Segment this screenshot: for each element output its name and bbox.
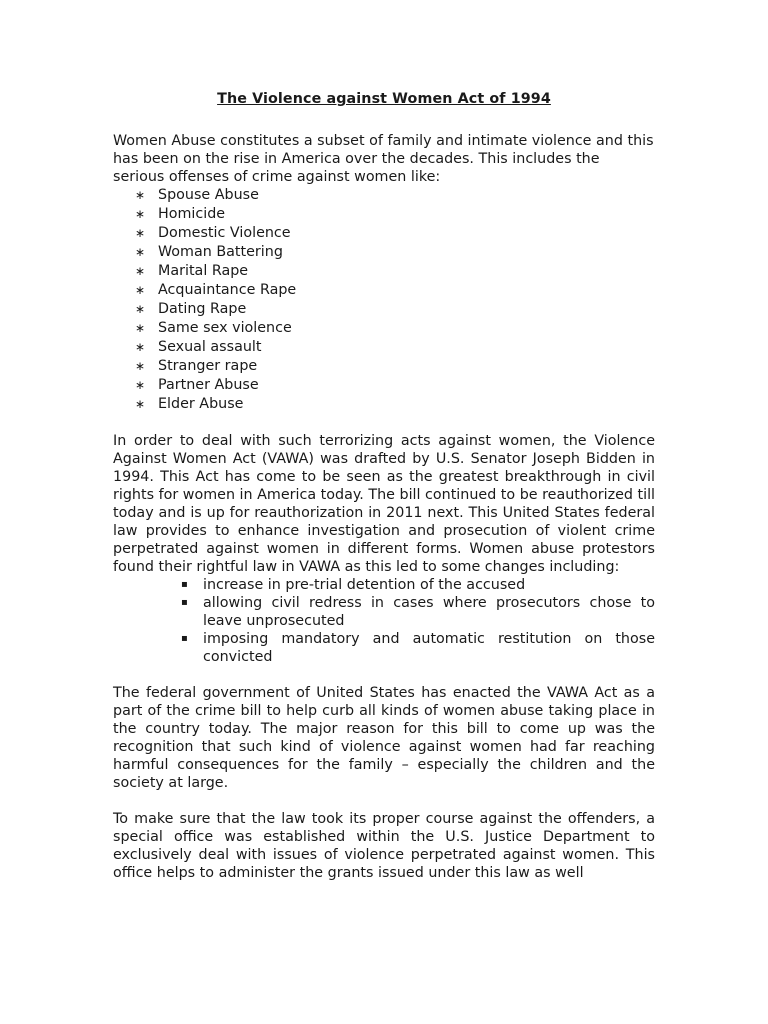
- list-item: ▪ allowing civil redress in cases where prosecutors chose to leave unprosecuted: [181, 595, 655, 629]
- list-item: ∗ Elder Abuse: [135, 396, 244, 412]
- asterisk-bullet-icon: ∗: [135, 245, 146, 259]
- asterisk-bullet-icon: ∗: [135, 188, 146, 202]
- list-item: ∗ Spouse Abuse: [135, 187, 259, 203]
- asterisk-bullet-icon: ∗: [135, 378, 146, 392]
- list-item: ∗ Woman Battering: [135, 244, 283, 260]
- offense-list: [113, 186, 655, 414]
- square-bullet-icon: ▪: [181, 597, 188, 608]
- changes-list: [179, 576, 655, 666]
- asterisk-bullet-icon: ∗: [135, 302, 146, 316]
- list-item: ∗ Dating Rape: [135, 301, 247, 317]
- list-item: ∗ Stranger rape: [135, 358, 258, 374]
- asterisk-bullet-icon: ∗: [135, 283, 146, 297]
- vawa-paragraph: In order to deal with such terrorizing acts against women, the Violence Against Women Act (VAWA) was drafted by U.S. Senator Joseph Bidden in 1994. This Act has come to be seen as the greatest breakthrough in civil rights for women in America today. The bill continued to be reauthorized till today and is up for reauthorization in 2011 next. This United States federal law provides to enhance investigation and prosecution of violent crime perpetrated against women in different forms. Women abuse protestors found their rightful law in VAWA as this led to some changes including:: [113, 433, 656, 575]
- federal-government-paragraph: The federal government of United States has enacted the VAWA Act as a part of the crime bill to help curb all kinds of women abuse taking place in the country today. The major reason for this bill to come up was the recognition that such kind of violence against women had far reaching harmful consequences for the family – especially the children and the society at large.: [113, 685, 655, 791]
- list-item: ∗ Same sex violence: [135, 320, 292, 336]
- asterisk-bullet-icon: ∗: [135, 264, 146, 278]
- document-title: The Violence against Women Act of 1994: [217, 91, 551, 107]
- asterisk-bullet-icon: ∗: [135, 226, 146, 240]
- document-page: [113, 90, 655, 882]
- square-bullet-icon: ▪: [181, 579, 188, 590]
- list-item: ∗ Homicide: [135, 206, 226, 222]
- intro-paragraph: Women Abuse constitutes a subset of family and intimate violence and this has been on the rise in America over the decades. This includes the serious offenses of crime against women like:: [113, 133, 654, 185]
- list-item: ▪ imposing mandatory and automatic restitution on those convicted: [181, 631, 655, 665]
- list-item: ∗ Domestic Violence: [135, 225, 291, 241]
- list-item: ∗ Acquaintance Rape: [135, 282, 297, 298]
- asterisk-bullet-icon: ∗: [135, 359, 146, 373]
- asterisk-bullet-icon: ∗: [135, 207, 146, 221]
- asterisk-bullet-icon: ∗: [135, 321, 146, 335]
- list-item: ∗ Marital Rape: [135, 263, 249, 279]
- list-item: ∗ Partner Abuse: [135, 377, 259, 393]
- square-bullet-icon: ▪: [181, 633, 188, 644]
- asterisk-bullet-icon: ∗: [135, 340, 146, 354]
- justice-department-paragraph: To make sure that the law took its proper course against the offenders, a special office was established within the U.S. Justice Department to exclusively deal with issues of violence perpetrated against women. This office helps to administer the grants issued under this law as well: [113, 811, 655, 881]
- list-item: ▪ increase in pre-trial detention of the accused: [181, 577, 526, 593]
- list-item: ∗ Sexual assault: [135, 339, 262, 355]
- asterisk-bullet-icon: ∗: [135, 397, 146, 411]
